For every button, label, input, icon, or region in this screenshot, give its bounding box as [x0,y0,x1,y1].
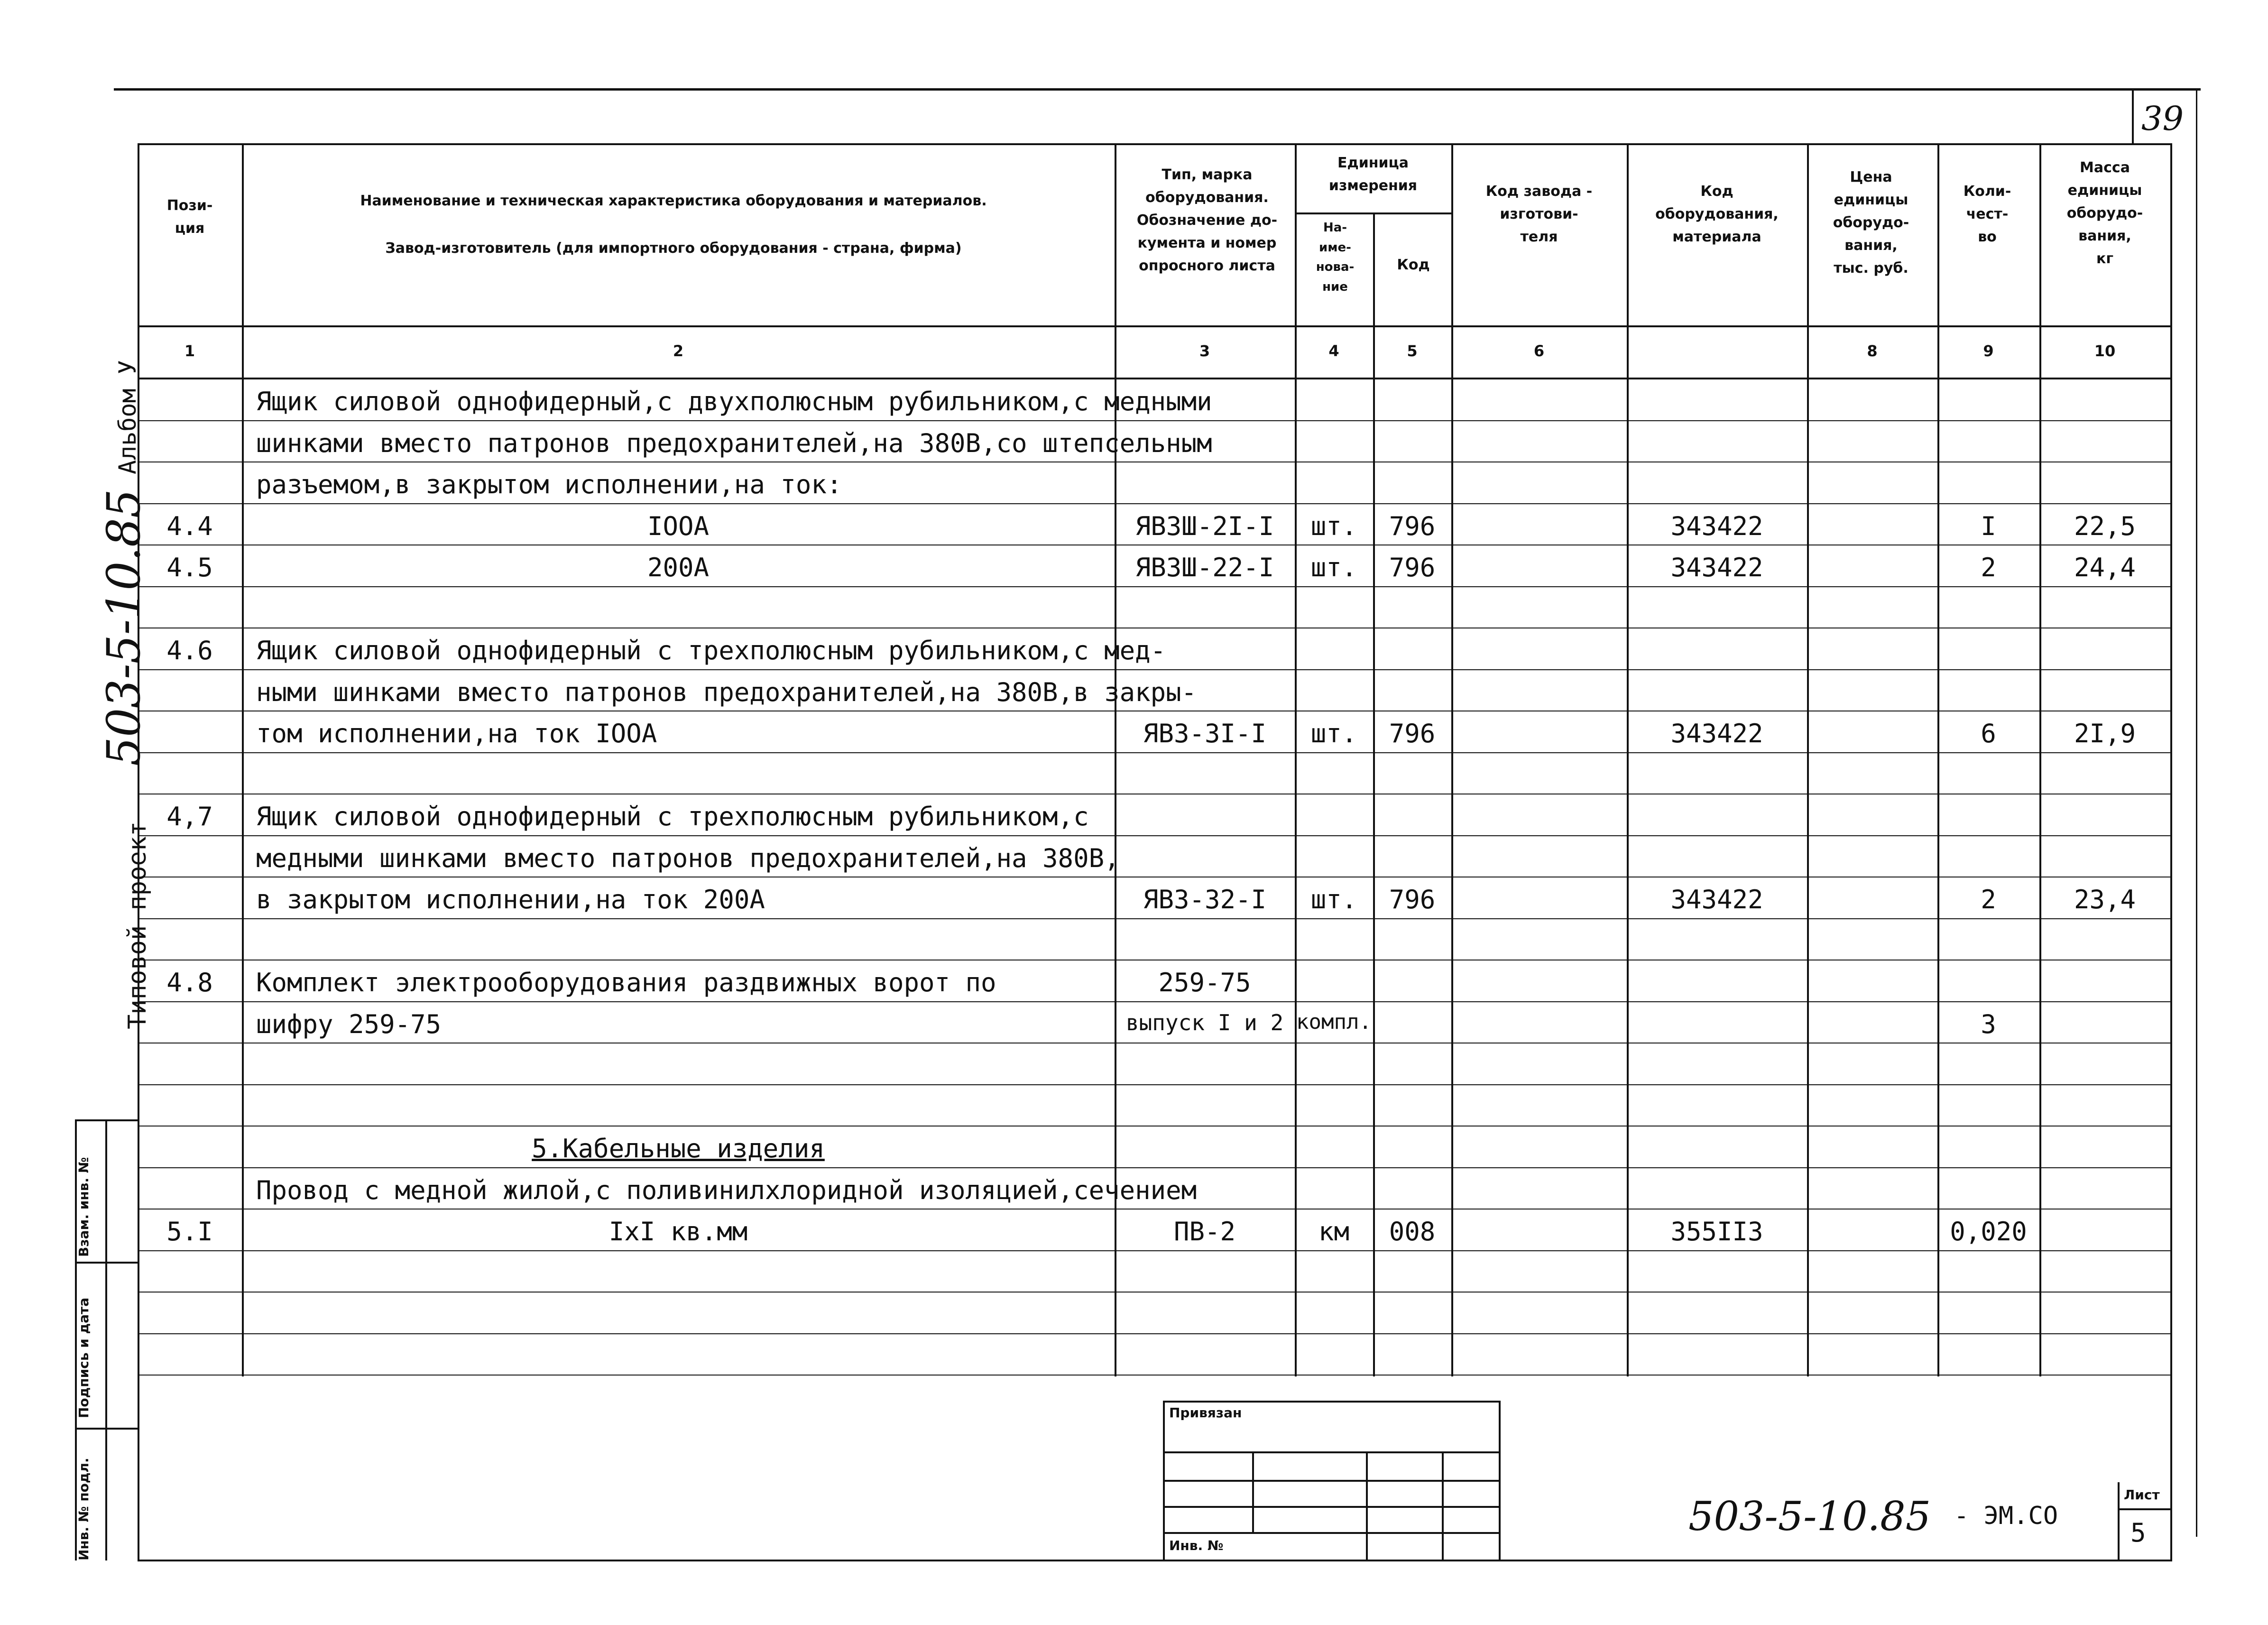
row-mass: 22,5 [2074,511,2136,541]
footer-privyazan: Привязан [1169,1405,1242,1421]
header-position: Пози- ция [166,197,213,237]
row-type: выпуск I и 2 [1125,1009,1284,1035]
row-mat: 355II3 [1670,1217,1763,1246]
row-name: Провод с медной жилой,с поливинилхлоридной изоляцией,сечением [256,1175,1197,1205]
row-qty: 2 [1981,553,1996,582]
page-number-top: 39 [2141,99,2184,138]
row-qty: 0,020 [1950,1217,2027,1246]
row-name: IOOA [647,511,710,541]
row-mat: 343422 [1670,885,1763,914]
row-mass: 23,4 [2074,885,2136,914]
column-number: 1 [184,342,195,360]
row-pos: 4.4 [166,511,213,541]
footer-doc-number: 503-5-10.85 [1688,1493,1931,1540]
row-unit: шт. [1310,885,1357,914]
row-mat: 343422 [1670,719,1763,748]
stamp-inv-podl: Инв. № подл. [76,1458,92,1560]
row-unit: шт. [1310,553,1357,582]
row-type: 259-75 [1158,968,1251,997]
row-qty: I [1981,511,1996,541]
row-mat: 343422 [1670,511,1763,541]
column-number: 10 [2094,342,2116,360]
row-code: 796 [1389,885,1436,914]
row-name: 5.Кабельные изделия [532,1134,825,1163]
row-unit: км [1318,1217,1350,1246]
row-pos: 5.I [166,1217,213,1246]
row-name: IxI кв.мм [608,1217,748,1246]
row-code: 796 [1389,719,1436,748]
row-pos: 4,7 [166,802,213,831]
row-code: 796 [1389,553,1436,582]
row-type: ЯВЗ-3I-I [1143,719,1267,748]
header-qty: Коли- чест- во [1963,183,2011,245]
row-name: шифру 259-75 [256,1009,442,1039]
row-name: шинками вместо патронов предохранителей,на 380В,со штепсельным [256,428,1212,458]
row-unit: шт. [1310,511,1357,541]
row-name: разъемом,в закрытом исполнении,на ток: [256,470,842,499]
row-name: том исполнении,на ток IOOA [256,719,657,748]
header-unit-name: На- име- нова- ние [1316,221,1355,294]
footer-doc-suffix: - ЭМ.СО [1954,1502,2058,1530]
row-mat: 343422 [1670,553,1763,582]
column-number: 8 [1867,342,1878,360]
header-name-line1: Наименование и техническая характеристика оборудования и материалов. [360,193,987,209]
row-unit: компл. [1296,1009,1372,1034]
row-name: Ящик силовой однофидерный,с двухполюсным рубильником,с медными [256,387,1212,416]
row-name: Ящик силовой однофидерный с трехполюсным рубильником,с [256,802,1089,831]
row-type: ЯВЗШ-22-I [1135,553,1274,582]
side-project: Типовой проект [123,821,152,1029]
row-name: в закрытом исполнении,на ток 200А [256,885,765,914]
footer-inv: Инв. № [1169,1538,1224,1553]
row-name: 200A [647,553,710,582]
side-project-number: 503-5-10.85 [97,489,150,766]
row-code: 008 [1389,1217,1436,1246]
row-type: ПВ-2 [1173,1217,1236,1246]
header-mass: Масса единицы оборудо- вания, кг [2066,159,2143,267]
header-type: Тип, марка оборудования. Обозначение до- кумента и номер опросного листа [1136,166,1278,274]
header-unit: Единица измерения [1328,155,1418,194]
stamp-signature: Подпись и дата [76,1297,92,1418]
row-qty: 6 [1981,719,1996,748]
row-name: медными шинками вместо патронов предохранителей,на 380В, [256,843,1120,873]
column-number: 9 [1983,342,1994,360]
column-number: 6 [1533,342,1545,360]
row-code: 796 [1389,511,1436,541]
row-pos: 4.6 [166,636,213,665]
row-name: ными шинками вместо патронов предохранителей,на 380В,в закры- [256,677,1197,707]
footer-sheet-number: 5 [2130,1518,2146,1548]
header-name-line2: Завод-изготовитель (для импортного оборудования - страна, фирма) [385,240,962,257]
row-type: ЯВЗ-32-I [1143,885,1267,914]
header-plant-code: Код завода - изготови- теля [1485,183,1593,245]
column-number: 4 [1328,342,1339,360]
row-name: Комплект электрооборудования раздвижных ворот по [256,968,996,997]
row-qty: 2 [1981,885,1996,914]
header-price: Цена единицы оборудо- вания, тыс. руб. [1833,169,1909,277]
row-type: ЯВЗШ-2I-I [1135,511,1274,541]
column-number: 3 [1199,342,1210,360]
column-number: 5 [1407,342,1418,360]
stamp-vzam: Взам. инв. № [76,1157,92,1257]
row-pos: 4.5 [166,553,213,582]
header-unit-code: Код [1397,257,1430,273]
row-unit: шт. [1310,719,1357,748]
side-album: Альбом У [114,360,141,474]
footer-sheet-label: Лист [2124,1487,2160,1503]
row-name: Ящик силовой однофидерный с трехполюсным рубильником,с мед- [256,636,1166,665]
row-pos: 4.8 [166,968,213,997]
row-qty: 3 [1981,1009,1996,1039]
header-material-code: Код оборудования, материала [1655,183,1779,245]
row-mass: 2I,9 [2074,719,2136,748]
column-number: 2 [673,342,684,360]
row-mass: 24,4 [2074,553,2136,582]
